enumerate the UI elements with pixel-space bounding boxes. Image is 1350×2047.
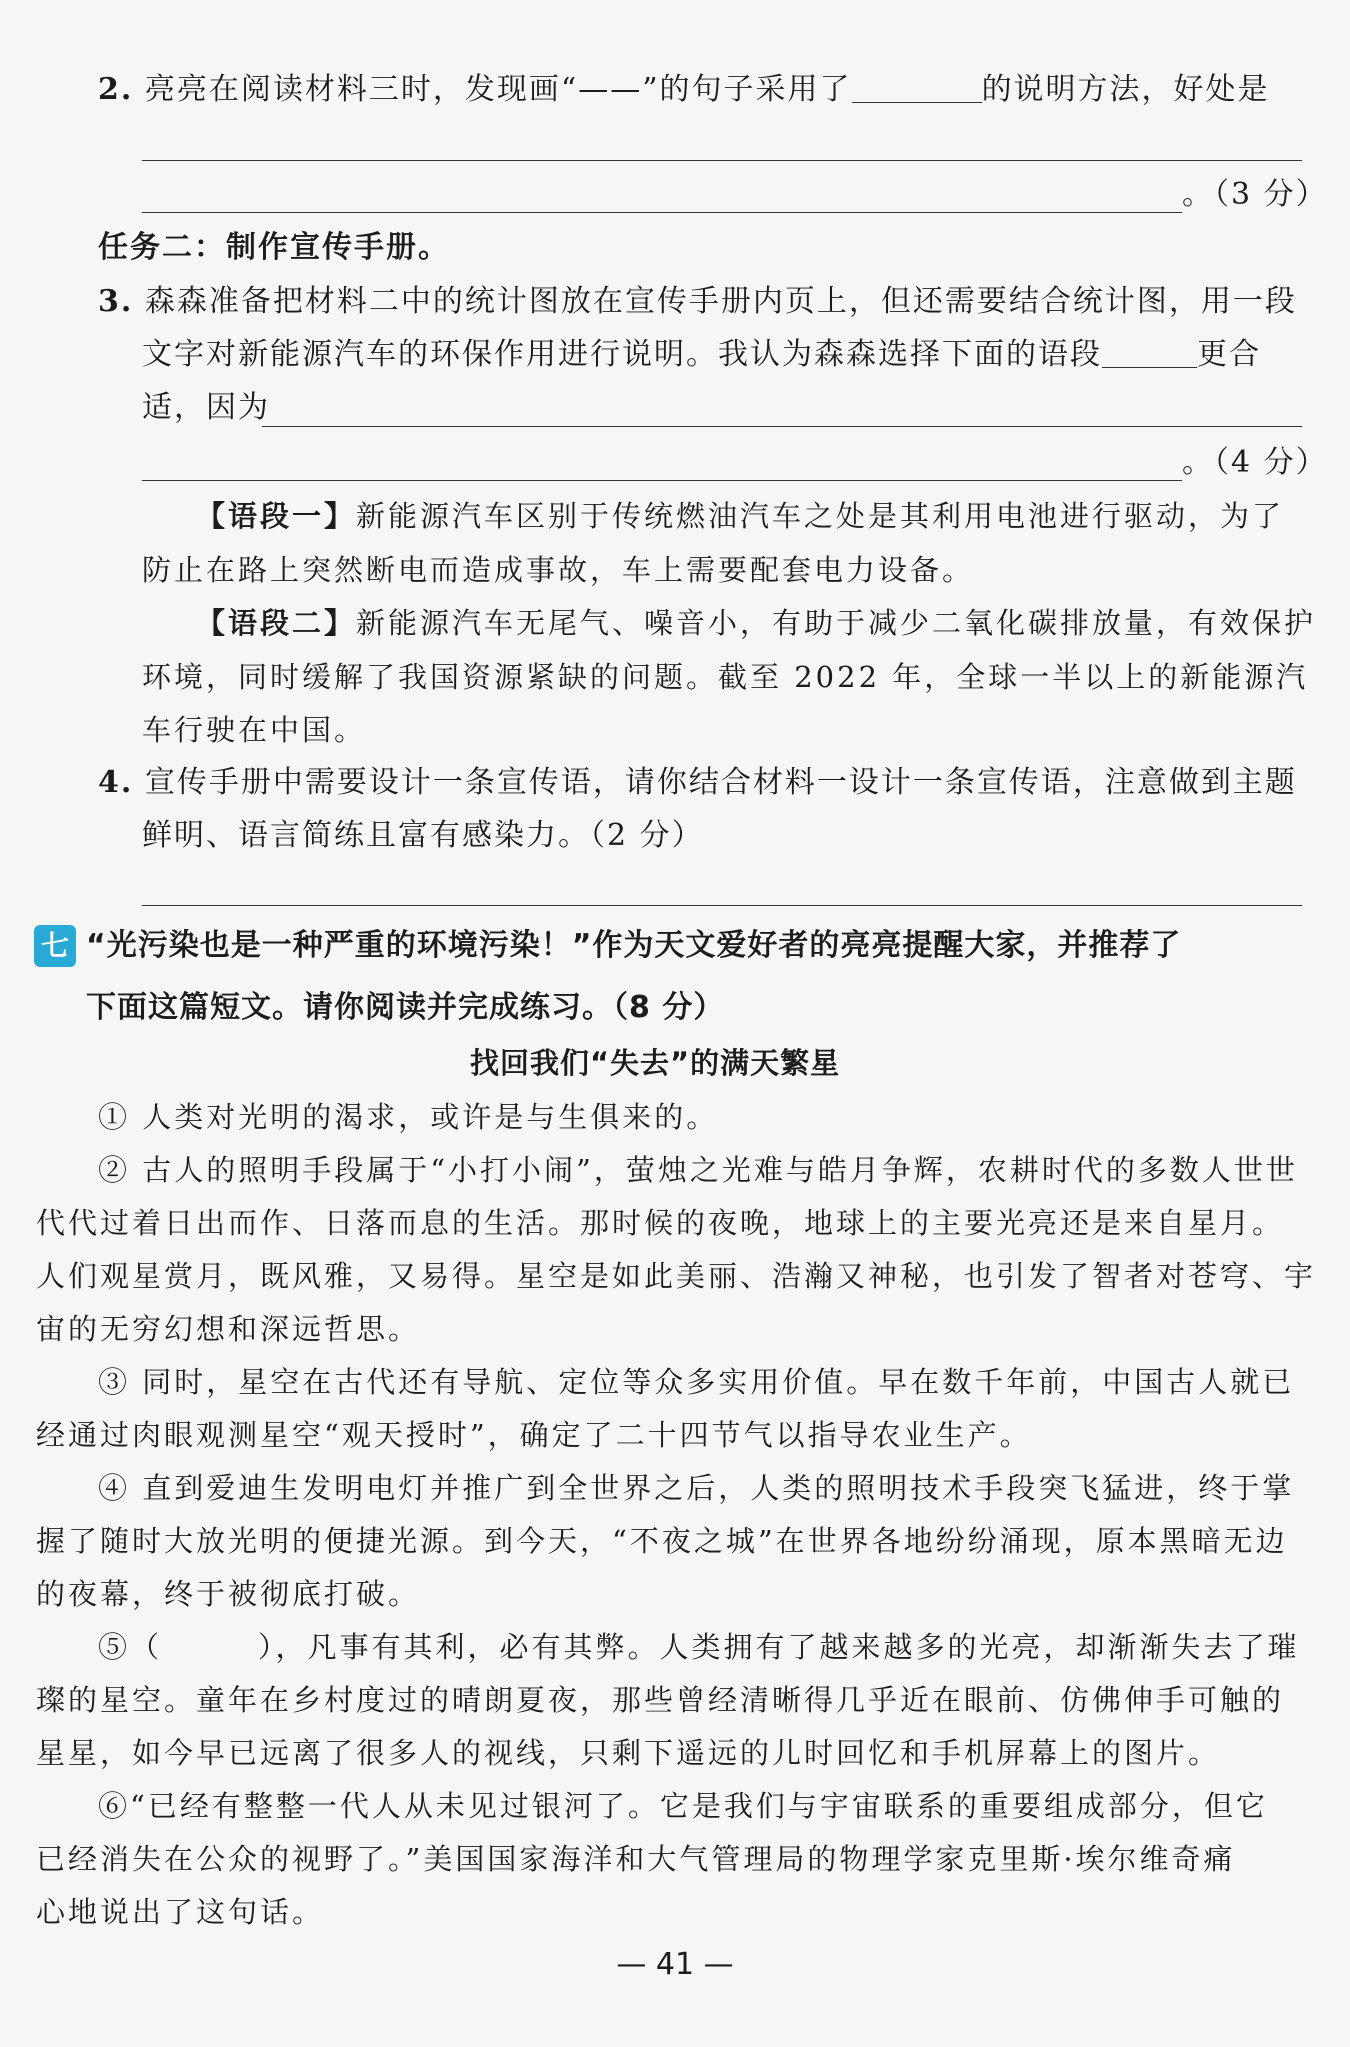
question-text: 更合 xyxy=(1197,337,1261,372)
article-paragraph-6: 已经消失在公众的视野了。”美国国家海洋和大气管理局的物理学家克里斯·埃尔维奇痛 xyxy=(36,1842,1236,1876)
article-title: 找回我们“失去”的满天繁星 xyxy=(470,1046,841,1080)
answer-blank[interactable] xyxy=(1102,367,1197,368)
segment-label: 【语段一】 xyxy=(196,499,357,533)
article-paragraph-5: 星星，如今早已远离了很多人的视线，只剩下遥远的儿时回忆和手机屏幕上的图片。 xyxy=(36,1736,1221,1770)
page-number: — 41 — xyxy=(616,1947,734,1982)
question-2-line1 xyxy=(98,70,1270,110)
article-paragraph-2: ② 古人的照明手段属于“小打小闹”，萤烛之光难与皓月争辉，农耕时代的多数人世世 xyxy=(98,1153,1298,1187)
question-text: 宣传手册中需要设计一条宣传语，请你结合材料一设计一条宣传语，注意做到主题 xyxy=(144,765,1297,800)
article-paragraph-2: 代代过着日出而作、日落而息的生活。那时候的夜晚，地球上的主要光亮还是来自星月。 xyxy=(36,1206,1285,1240)
question-number: 4. xyxy=(98,765,134,800)
segment-2-line1 xyxy=(196,603,1316,643)
article-paragraph-6: 心地说出了这句话。 xyxy=(36,1895,325,1929)
article-paragraph-2: 人们观星赏月，既风雅，又易得。星空是如此美丽、浩瀚又神秘，也引发了智者对苍穹、宇 xyxy=(36,1259,1317,1293)
segment-label: 【语段二】 xyxy=(196,606,357,640)
article-paragraph-1: ① 人类对光明的渴求，或许是与生俱来的。 xyxy=(98,1100,719,1134)
segment-text: 新能源汽车区别于传统燃油汽车之处是其利用电池进行驱动，为了 xyxy=(356,499,1285,533)
segment-2-line2: 环境，同时缓解了我国资源紧缺的问题。截至 2022 年，全球一半以上的新能源汽 xyxy=(142,660,1309,694)
answer-blank[interactable] xyxy=(852,102,982,103)
question-number: 3. xyxy=(98,284,134,319)
question-text: 亮亮在阅读材料三时，发现画“——”的句子采用了 xyxy=(144,72,852,107)
answer-line[interactable] xyxy=(142,212,1182,213)
section-badge xyxy=(34,925,76,967)
answer-line[interactable] xyxy=(262,426,1302,427)
question-score: 。（4 分） xyxy=(1182,445,1328,480)
article-paragraph-5: 璨的星空。童年在乡村度过的晴朗夏夜，那些曾经清晰得几乎近在眼前、仿佛伸手可触的 xyxy=(36,1683,1285,1717)
segment-text: 新能源汽车无尾气、噪音小，有助于减少二氧化碳排放量，有效保护 xyxy=(356,606,1317,640)
article-paragraph-3: 经通过肉眼观测星空“观天授时”，确定了二十四节气以指导农业生产。 xyxy=(36,1418,1032,1452)
segment-1-line1 xyxy=(196,496,1284,536)
article-paragraph-2: 宙的无穷幻想和深远哲思。 xyxy=(36,1312,421,1346)
segment-1-line2: 防止在路上突然断电而造成事故，车上需要配套电力设备。 xyxy=(142,553,975,587)
question-text: 森森准备把材料二中的统计图放在宣传手册内页上，但还需要结合统计图，用一段 xyxy=(144,284,1297,319)
question-score: 。（3 分） xyxy=(1182,177,1328,212)
answer-line[interactable] xyxy=(142,160,1302,161)
question-number: 2. xyxy=(98,72,134,107)
section-number: 七 xyxy=(34,925,76,967)
question-4-line1 xyxy=(98,763,1297,803)
question-3-line2 xyxy=(142,335,1261,375)
answer-line[interactable] xyxy=(142,905,1302,906)
question-3-line3: 适，因为 xyxy=(142,390,270,425)
article-paragraph-4: 握了随时大放光明的便捷光源。到今天，“不夜之城”在世界各地纷纷涌现，原本黑暗无边 xyxy=(36,1524,1288,1558)
article-paragraph-3: ③ 同时，星空在古代还有导航、定位等众多实用价值。早在数千年前，中国古人就已 xyxy=(98,1365,1295,1399)
question-3-line1 xyxy=(98,282,1297,322)
article-paragraph-5: ⑤（ ），凡事有其利，必有其弊。人类拥有了越来越多的光亮，却渐渐失去了璀 xyxy=(98,1630,1300,1664)
section-7-line1: “光污染也是一种严重的环境污染！”作为天文爱好者的亮亮提醒大家，并推荐了 xyxy=(86,928,1182,963)
segment-2-line3: 车行驶在中国。 xyxy=(142,713,367,747)
task-heading: 任务二：制作宣传手册。 xyxy=(98,230,450,265)
article-paragraph-4: 的夜幕，终于被彻底打破。 xyxy=(36,1577,421,1611)
answer-line[interactable] xyxy=(142,480,1182,481)
article-paragraph-4: ④ 直到爱迪生发明电灯并推广到全世界之后，人类的照明技术手段突飞猛进，终于掌 xyxy=(98,1471,1295,1505)
question-text: 文字对新能源汽车的环保作用进行说明。我认为森森选择下面的语段 xyxy=(142,337,1102,372)
article-paragraph-6: ⑥“已经有整整一代人从未见过银河了。它是我们与宇宙联系的重要组成部分，但它 xyxy=(98,1789,1268,1823)
section-7-line2: 下面这篇短文。请你阅读并完成练习。（8 分） xyxy=(86,990,725,1025)
question-4-line2: 鲜明、语言简练且富有感染力。（2 分） xyxy=(142,818,704,853)
question-text: 的说明方法，好处是 xyxy=(981,72,1270,107)
